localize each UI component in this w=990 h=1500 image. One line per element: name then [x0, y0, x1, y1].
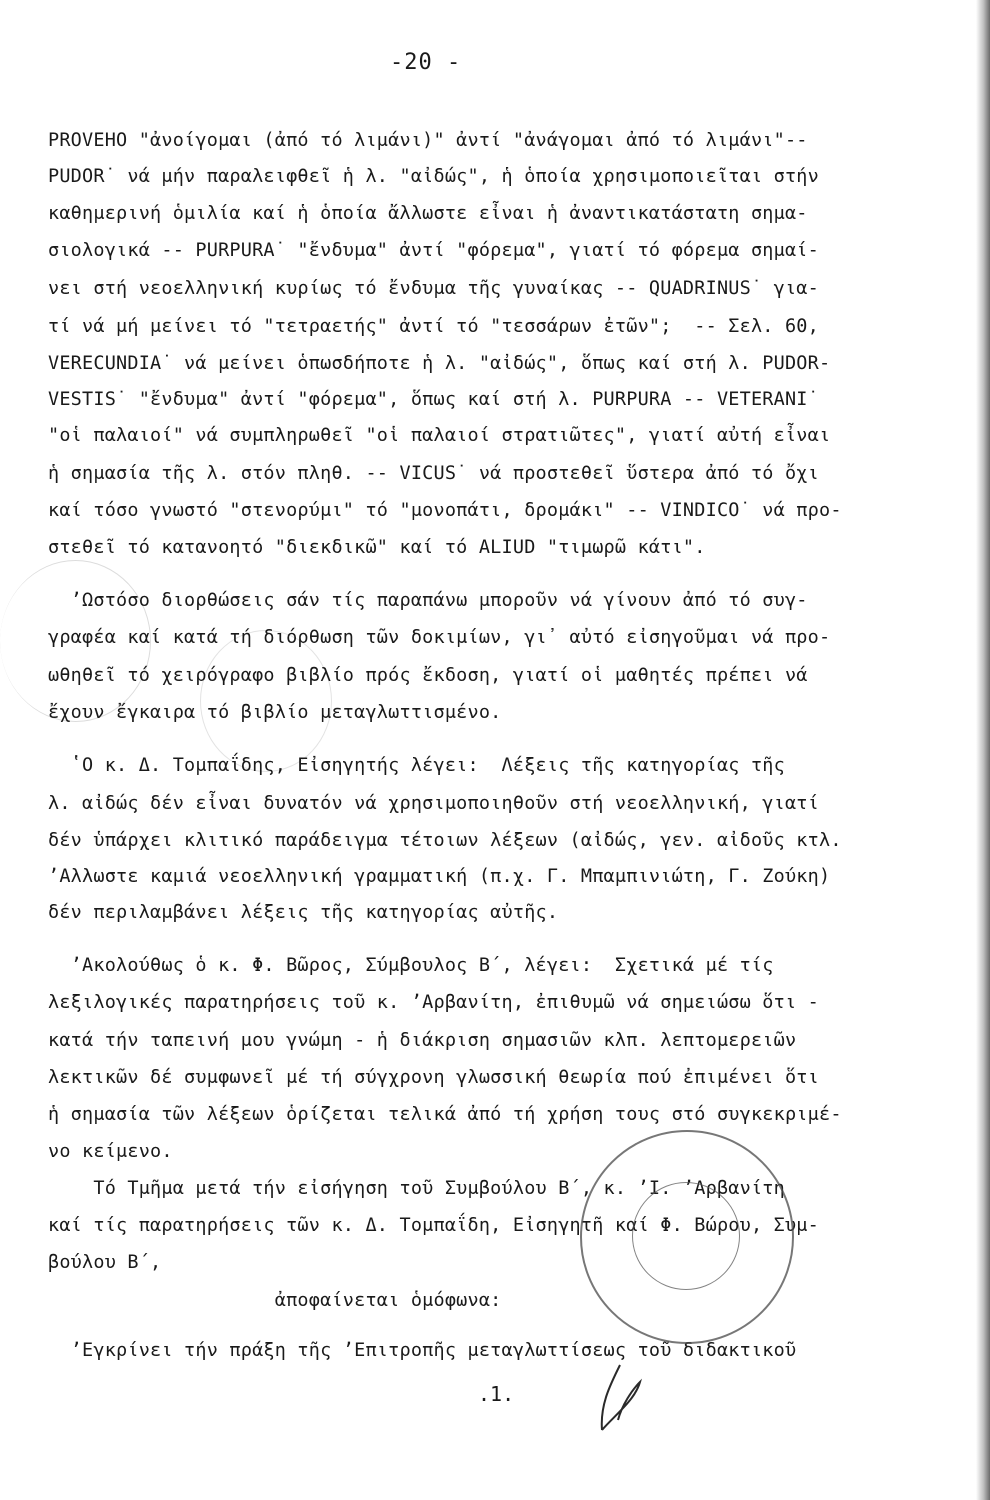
- text-line: ωθηθεῖ τό χειρόγραφο βιβλίο πρός ἔκδοση, γιατί οἱ μαθητές πρέπει νά: [48, 665, 808, 686]
- text-line: VESTIS˙ "ἔνδυμα" ἀντί "φόρεμα", ὅπως καί στή λ. PURPURA -- VETERANI˙: [48, 389, 819, 410]
- text-line: λεκτικῶν δέ συμφωνεῖ μέ τή σύγχρονη γλωσσική θεωρία πού ἐπιμένει ὅτι: [48, 1067, 819, 1088]
- text-line: PROVEHO "ἀνοίγομαι (ἀπό τό λιμάνι)" ἀντί "ἀνάγομαι ἀπό τό λιμάνι"--: [48, 130, 808, 151]
- text-line: ʼΩστόσο διορθώσεις σάν τίς παραπάνω μποροῦν νά γίνουν ἀπό τό συγ-: [48, 590, 808, 611]
- text-line: ʽΟ κ. Δ. Τομπαΐδης, Εἰσηγητής λέγει: Λέξεις τῆς κατηγορίας τῆς: [48, 755, 785, 776]
- handwritten-initial-signature: [580, 1360, 660, 1440]
- seal-emblem: [632, 1182, 740, 1290]
- text-line: καί τόσο γνωστό "στενορύμι" τό "μονοπάτι, δρομάκι" -- VINDICO˙ νά προ-: [48, 500, 842, 521]
- text-line: ἡ σημασία τῶν λέξεων ὁρίζεται τελικά ἀπό τή χρήση τους στό συγκεκριμέ-: [48, 1104, 842, 1125]
- text-line: νει στή νεοελληνική κυρίως τό ἔνδυμα τῆς γυναίκας -- QUADRINUS˙ για-: [48, 278, 819, 299]
- text-line: γραφέα καί κατά τή διόρθωση τῶν δοκιμίων, γι᾽ αὐτό εἰσηγοῦμαι νά προ-: [48, 627, 831, 648]
- text-line: λεξιλογικές παρατηρήσεις τοῦ κ. ʼΑρβανίτη, ἐπιθυμῶ νά σημειώσω ὅτι -: [48, 992, 819, 1013]
- text-line: σιολογικά -- PURPURA˙ "ἔνδυμα" ἀντί "φόρεμα", γιατί τό φόρεμα σημαί-: [48, 240, 819, 261]
- text-line: ʼΕγκρίνει τήν πράξη τῆς ʼΕπιτροπῆς μεταγλωττίσεως τοῦ διδακτικοῦ: [48, 1340, 797, 1361]
- text-line: τί νά μή μείνει τό "τετραετής" ἀντί τό "τεσσάρων ἐτῶν"; -- Σελ. 60,: [48, 316, 819, 337]
- page-edge-shadow: [976, 0, 990, 1500]
- text-line: VERECUNDIA˙ νά μείνει ὁπωσδήποτε ἡ λ. "αἰδώς", ὅπως καί στή λ. PUDOR-: [48, 353, 831, 374]
- text-line: δέν περιλαμβάνει λέξεις τῆς κατηγορίας αὐτῆς.: [48, 902, 559, 923]
- text-line: στεθεῖ τό κατανοητό "διεκδικῶ" καί τό ALIUD "τιμωρῶ κάτι".: [48, 537, 706, 558]
- page-number: -20 -: [390, 50, 462, 75]
- text-line: ʼΑκολούθως ὁ κ. Φ. Βῶρος, Σύμβουλος Β΄, λέγει: Σχετικά μέ τίς: [48, 955, 774, 976]
- text-line: καί τίς παρατηρήσεις τῶν κ. Δ. Τομπαΐδη, Εἰσηγητῆ καί Φ. Βώρου, Συμ-: [48, 1215, 819, 1236]
- text-line: ἔχουν ἔγκαιρα τό βιβλίο μεταγλωττισμένο.: [48, 702, 502, 723]
- text-line: "οἱ παλαιοί" νά συμπληρωθεῖ "οἱ παλαιοί στρατιῶτες", γιατί αὐτή εἶναι: [48, 425, 831, 446]
- text-line: κατά τήν ταπεινή μου γνώμη - ἡ διάκριση σημασιῶν κλπ. λεπτομερειῶν: [48, 1030, 797, 1051]
- official-seal-stamp: [580, 1130, 794, 1344]
- text-line: ʼΑλλωστε καμιά νεοελληνική γραμματική (π.χ. Γ. Μπαμπινιώτη, Γ. Ζούκη): [48, 866, 831, 887]
- text-line: ἀποφαίνεται ὁμόφωνα:: [48, 1290, 502, 1311]
- faded-stamp-mark-2: [200, 630, 332, 772]
- text-line: καθημερινή ὁμιλία καί ἡ ὁποία ἄλλωστε εἶναι ἡ ἀναντικατάστατη σημα-: [48, 203, 808, 224]
- text-line: ἡ σημασία τῆς λ. στόν πληθ. -- VICUS˙ νά προστεθεῖ ὕστερα ἀπό τό ὄχι: [48, 463, 819, 484]
- page-footer-mark: .1.: [478, 1382, 515, 1406]
- text-line: λ. αἰδώς δέν εἶναι δυνατόν νά χρησιμοποιηθοῦν στή νεοελληνική, γιατί: [48, 793, 819, 814]
- text-line: δέν ὑπάρχει κλιτικό παράδειγμα τέτοιων λέξεων (αἰδώς, γεν. αἰδοῦς κτλ.: [48, 830, 842, 851]
- text-line: PUDOR˙ νά μήν παραλειφθεῖ ἡ λ. "αἰδώς", ἡ ὁποία χρησιμοποιεῖται στήν: [48, 166, 819, 187]
- text-line: βούλου Β΄,: [48, 1252, 162, 1273]
- text-line: νο κείμενο.: [48, 1141, 173, 1162]
- text-line: Τό Τμῆμα μετά τήν εἰσήγηση τοῦ Συμβούλου Β΄, κ. ʼΙ. ʼΑρβανίτη: [48, 1178, 785, 1199]
